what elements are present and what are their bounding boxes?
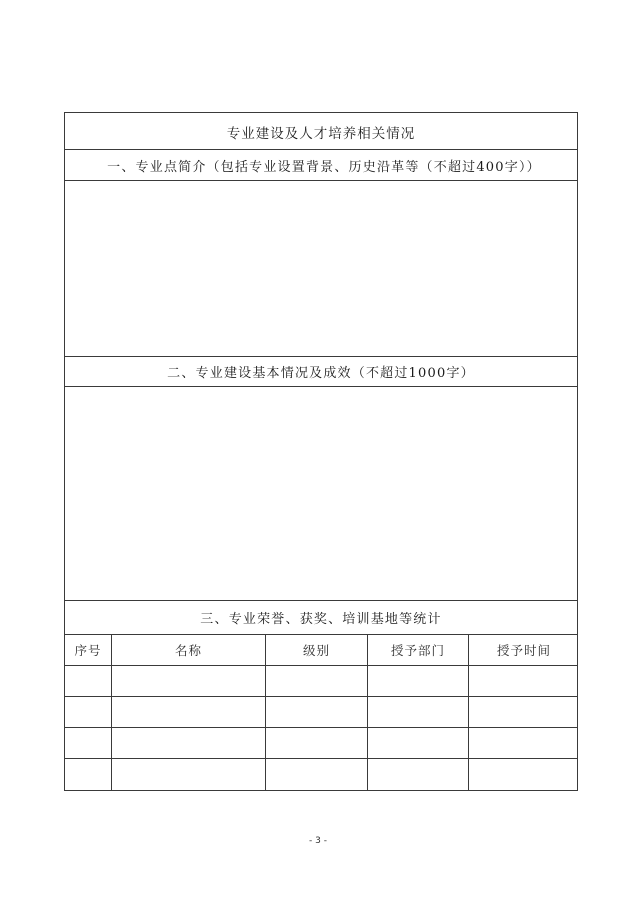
table-cell[interactable]: [65, 697, 112, 727]
honors-table: [65, 635, 577, 791]
section1-content-area[interactable]: [65, 181, 577, 357]
table-cell[interactable]: [266, 697, 368, 727]
table-row: [65, 728, 577, 759]
table-cell[interactable]: [112, 728, 266, 758]
section3-heading: 三、专业荣誉、获奖、培训基地等统计: [200, 612, 442, 627]
table-cell[interactable]: [112, 666, 266, 696]
table-cell[interactable]: [65, 666, 112, 696]
table-row: [65, 759, 577, 791]
table-header-row: [65, 635, 577, 666]
section1-content: [65, 181, 577, 356]
table-cell[interactable]: [266, 728, 368, 758]
table-cell[interactable]: [368, 728, 469, 758]
column-header-name: 名称: [112, 635, 266, 665]
page-number: - 3 -: [309, 836, 327, 846]
column-header-granting-department: 授予部门: [368, 635, 469, 665]
table-cell[interactable]: [65, 759, 112, 791]
table-cell[interactable]: [469, 666, 579, 696]
form-title-row: [65, 113, 577, 150]
application-form: [64, 112, 578, 791]
table-cell[interactable]: [368, 759, 469, 791]
table-cell[interactable]: [469, 697, 579, 727]
table-cell[interactable]: [65, 728, 112, 758]
table-row: [65, 666, 577, 697]
table-cell[interactable]: [368, 697, 469, 727]
table-cell[interactable]: [469, 759, 579, 791]
table-row: [65, 697, 577, 728]
column-header-index: 序号: [65, 635, 112, 665]
table-cell[interactable]: [368, 666, 469, 696]
section1-heading: 一、专业点简介（包括专业设置背景、历史沿革等（不超过400字））: [107, 159, 541, 175]
form-title: 专业建设及人才培养相关情况: [226, 126, 416, 142]
table-cell[interactable]: [266, 759, 368, 791]
section2-content-area[interactable]: [65, 387, 577, 601]
section2-heading: 二、专业建设基本情况及成效（不超过1000字）: [167, 366, 475, 381]
column-header-granting-date: 授予时间: [496, 643, 551, 658]
section2-content: [65, 387, 577, 600]
table-cell[interactable]: [469, 728, 579, 758]
table-cell[interactable]: [112, 697, 266, 727]
table-cell[interactable]: [112, 759, 266, 791]
section3-heading-row: [65, 601, 577, 635]
table-cell[interactable]: [266, 666, 368, 696]
section1-heading-row: [65, 150, 577, 181]
section2-heading-row: [65, 357, 577, 387]
column-header-level: 级别: [266, 635, 368, 665]
